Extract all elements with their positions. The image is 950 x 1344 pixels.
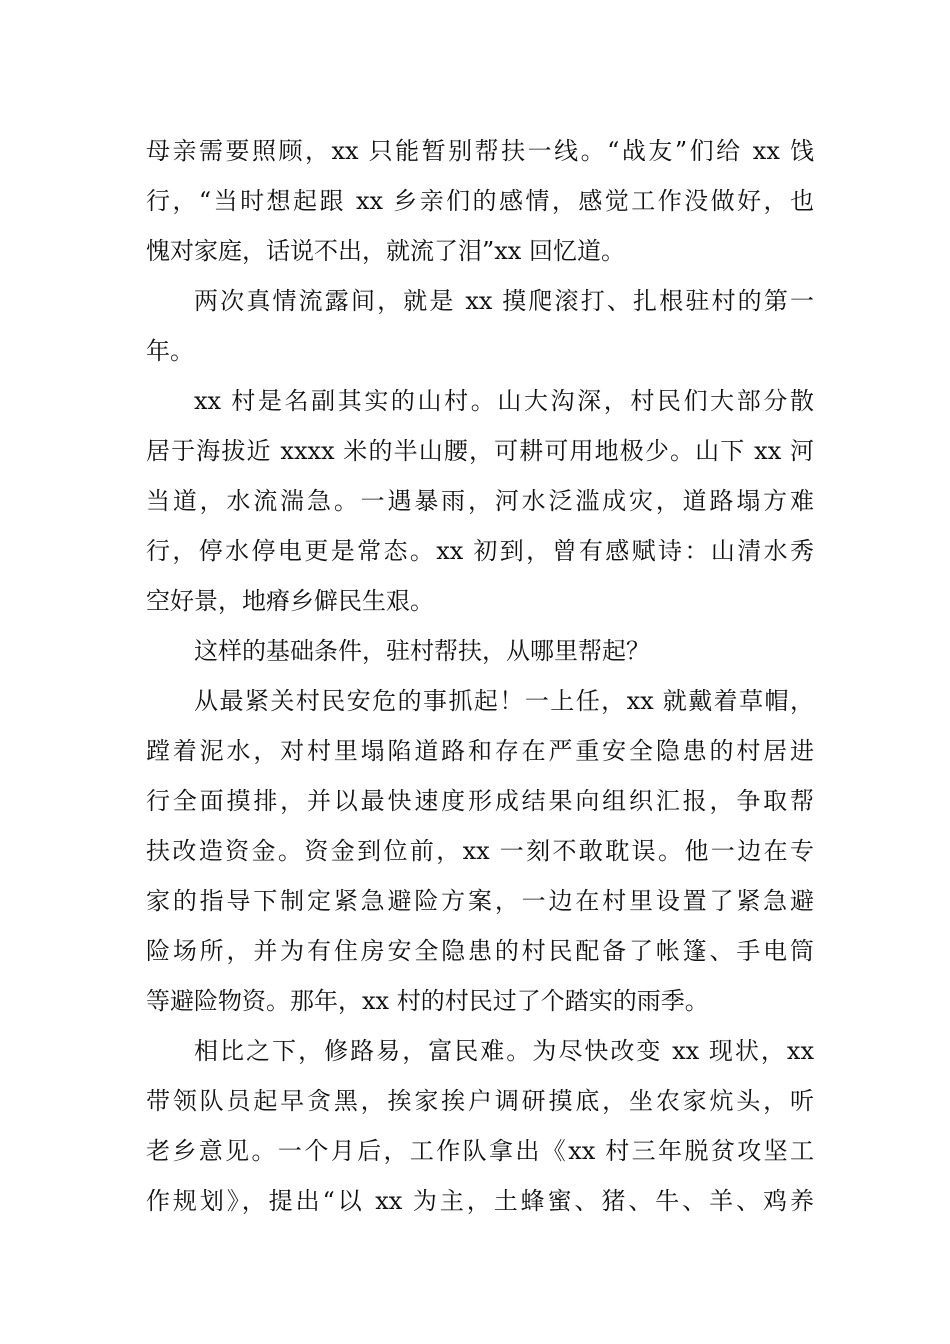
- text-line: 行全面摸排，并以最快速度形成结果向组织汇报，争取帮: [146, 787, 814, 815]
- text-line: 蹚着泥水，对村里塌陷道路和存在严重安全隐患的村居进: [146, 737, 814, 765]
- text-line: 作规划》，提出“以 xx 为主，土蜂蜜、猪、牛、羊、鸡养: [146, 1187, 814, 1215]
- text-line: 扶改造资金。资金到位前，xx 一刻不敢耽误。他一边在专: [146, 837, 814, 865]
- text-line: xx 村是名副其实的山村。山大沟深，村民们大部分散: [194, 387, 814, 415]
- text-line: 这样的基础条件，驻村帮扶，从哪里帮起？: [194, 637, 650, 665]
- paragraph-2: [146, 276, 814, 376]
- text-line: 险场所，并为有住房安全隐患的村民配备了帐篷、手电筒: [146, 937, 814, 965]
- text-line: 行，停水停电更是常态。xx 初到，曾有感赋诗：山清水秀: [146, 537, 814, 565]
- text-line: 居于海拔近 xxxx 米的半山腰，可耕可用地极少。山下 xx 河: [146, 437, 814, 465]
- text-line: 当道，水流湍急。一遇暴雨，河水泛滥成灾，道路塌方难: [146, 487, 814, 515]
- text-line: 年。: [146, 337, 194, 365]
- text-line: 空好景，地瘠乡僻民生艰。: [146, 587, 434, 615]
- text-line: 两次真情流露间，就是 xx 摸爬滚打、扎根驻村的第一: [194, 287, 814, 315]
- text-line: 愧对家庭，话说不出，就流了泪”xx 回忆道。: [146, 237, 625, 265]
- text-line: 母亲需要照顾，xx 只能暂别帮扶一线。“战友”们给 xx 饯: [146, 137, 814, 165]
- paragraph-6: [146, 1026, 814, 1226]
- text-line: 行，“当时想起跟 xx 乡亲们的感情，感觉工作没做好，也: [146, 187, 814, 215]
- paragraph-1: [146, 126, 814, 276]
- text-line: 等避险物资。那年，xx 村的村民过了个踏实的雨季。: [146, 987, 709, 1015]
- text-line: 从最紧关村民安危的事抓起！一上任，xx 就戴着草帽，: [194, 687, 814, 715]
- body-text: [146, 126, 814, 1226]
- text-line: 家的指导下制定紧急避险方案，一边在村里设置了紧急避: [146, 887, 814, 915]
- paragraph-3: [146, 376, 814, 626]
- text-line: 老乡意见。一个月后，工作队拿出《xx 村三年脱贫攻坚工: [146, 1137, 814, 1165]
- paragraph-4: [146, 626, 814, 676]
- paragraph-5: [146, 676, 814, 1026]
- text-line: 相比之下，修路易，富民难。为尽快改变 xx 现状，xx: [194, 1037, 814, 1065]
- text-line: 带领队员起早贪黑，挨家挨户调研摸底，坐农家炕头，听: [146, 1087, 814, 1115]
